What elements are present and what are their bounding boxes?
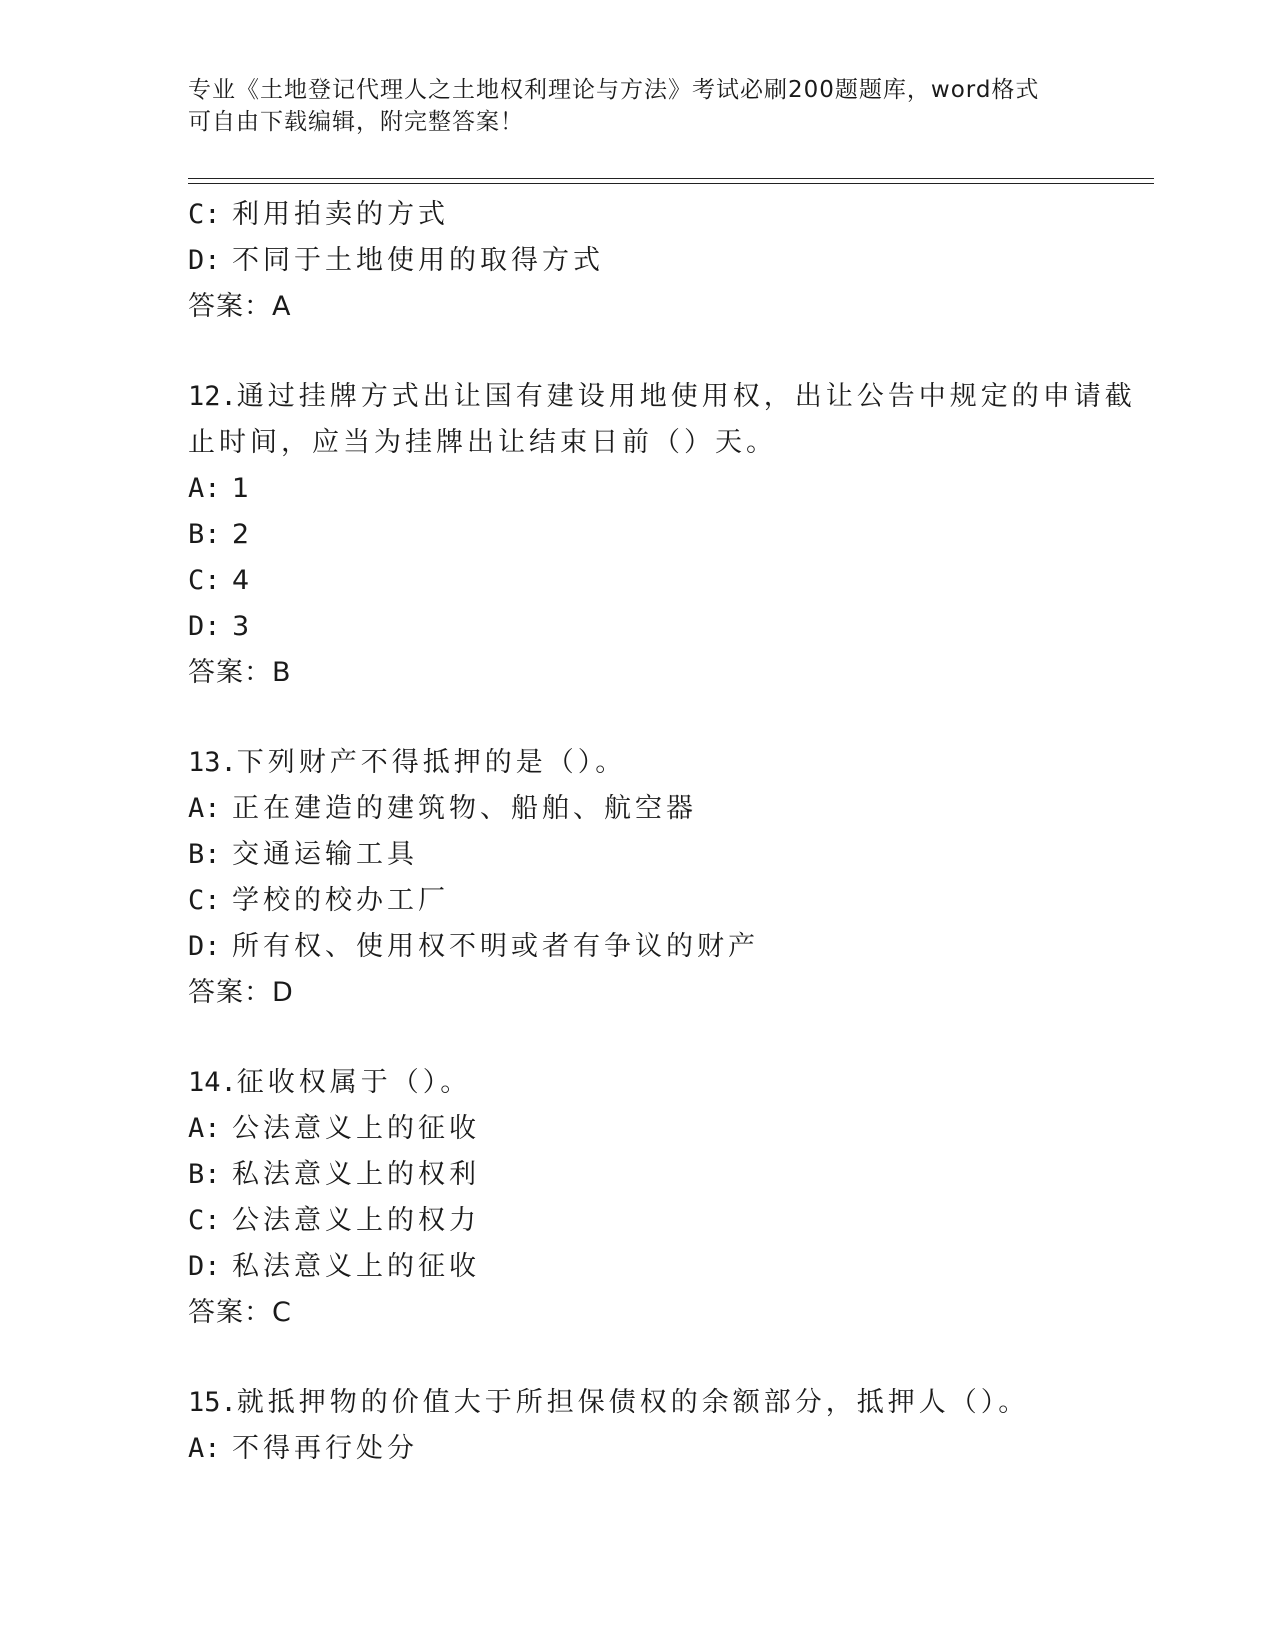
answer-line: 答案：B <box>188 657 292 688</box>
option-text: 2 <box>232 519 254 550</box>
option-text: 4 <box>232 565 254 596</box>
option-row <box>188 832 1088 878</box>
answer-line: 答案：C <box>188 1297 292 1328</box>
question-number: 12. <box>188 381 237 412</box>
option-text: 3 <box>232 611 254 642</box>
answer-line: 答案：A <box>188 291 292 322</box>
question-block-12 <box>188 374 1136 696</box>
question-number: 14. <box>188 1067 237 1098</box>
question-stem <box>188 374 1136 420</box>
question-block-11 <box>188 192 1088 330</box>
option-row <box>188 512 1088 558</box>
option-label: C: <box>188 565 221 596</box>
answer-line: 答案：D <box>188 977 294 1008</box>
option-label: B: <box>188 839 221 870</box>
option-row <box>188 1244 1088 1290</box>
header-line-2: 可自由下载编辑，附完整答案！ <box>188 109 524 135</box>
question-stem <box>188 740 1088 786</box>
question-number: 15. <box>188 1387 237 1418</box>
question-stem <box>188 1060 1088 1106</box>
question-stem-line: 下列财产不得抵押的是（）。 <box>236 747 627 778</box>
option-text: 所有权、使用权不明或者有争议的财产 <box>232 931 759 962</box>
document-body <box>188 192 1136 1472</box>
option-text: 利用拍卖的方式 <box>232 199 449 230</box>
option-label: D: <box>188 245 221 276</box>
option-label: A: <box>188 1433 221 1464</box>
option-text: 公法意义上的权力 <box>232 1205 480 1236</box>
option-label: A: <box>188 1113 221 1144</box>
option-text: 公法意义上的征收 <box>232 1113 480 1144</box>
question-number: 13. <box>188 747 237 778</box>
document-header <box>188 74 1088 138</box>
option-row <box>188 1198 1088 1244</box>
option-text: 不得再行处分 <box>232 1433 418 1464</box>
question-block-13 <box>188 740 1088 1016</box>
option-text: 私法意义上的征收 <box>232 1251 480 1282</box>
option-text: 1 <box>232 473 254 504</box>
option-row <box>188 878 1088 924</box>
option-row <box>188 1152 1088 1198</box>
option-label: A: <box>188 793 221 824</box>
option-label: D: <box>188 611 221 642</box>
option-row <box>188 924 1088 970</box>
header-rule-top <box>188 178 1154 179</box>
header-rule-bottom <box>188 183 1154 184</box>
question-block-14 <box>188 1060 1088 1336</box>
question-stem-continuation: 止时间，应当为挂牌出让结束日前（）天。 <box>188 427 777 458</box>
option-text: 交通运输工具 <box>232 839 418 870</box>
option-row <box>188 558 1088 604</box>
option-text: 不同于土地使用的取得方式 <box>232 245 604 276</box>
question-stem-line: 就抵押物的价值大于所担保债权的余额部分，抵押人（）。 <box>236 1387 1030 1418</box>
question-stem <box>188 1380 1088 1426</box>
option-text: 私法意义上的权利 <box>232 1159 480 1190</box>
option-row <box>188 466 1088 512</box>
option-label: A: <box>188 473 221 504</box>
option-row <box>188 1426 1088 1472</box>
option-label: D: <box>188 931 221 962</box>
option-row <box>188 192 1088 238</box>
option-label: D: <box>188 1251 221 1282</box>
option-label: B: <box>188 519 221 550</box>
option-row <box>188 604 1088 650</box>
option-text: 正在建造的建筑物、船舶、航空器 <box>232 793 697 824</box>
question-stem-line: 征收权属于（）。 <box>236 1067 472 1098</box>
option-row <box>188 1106 1088 1152</box>
header-line-1: 专业《土地登记代理人之土地权利理论与方法》考试必刷200题题库，word格式 <box>188 77 1040 103</box>
option-row <box>188 238 1088 284</box>
option-label: C: <box>188 199 221 230</box>
question-stem-line: 通过挂牌方式出让国有建设用地使用权，出让公告中规定的申请截 <box>236 381 1136 412</box>
option-text: 学校的校办工厂 <box>232 885 449 916</box>
option-label: C: <box>188 885 221 916</box>
option-row <box>188 786 1088 832</box>
question-block-15 <box>188 1380 1088 1472</box>
option-label: C: <box>188 1205 221 1236</box>
option-label: B: <box>188 1159 221 1190</box>
